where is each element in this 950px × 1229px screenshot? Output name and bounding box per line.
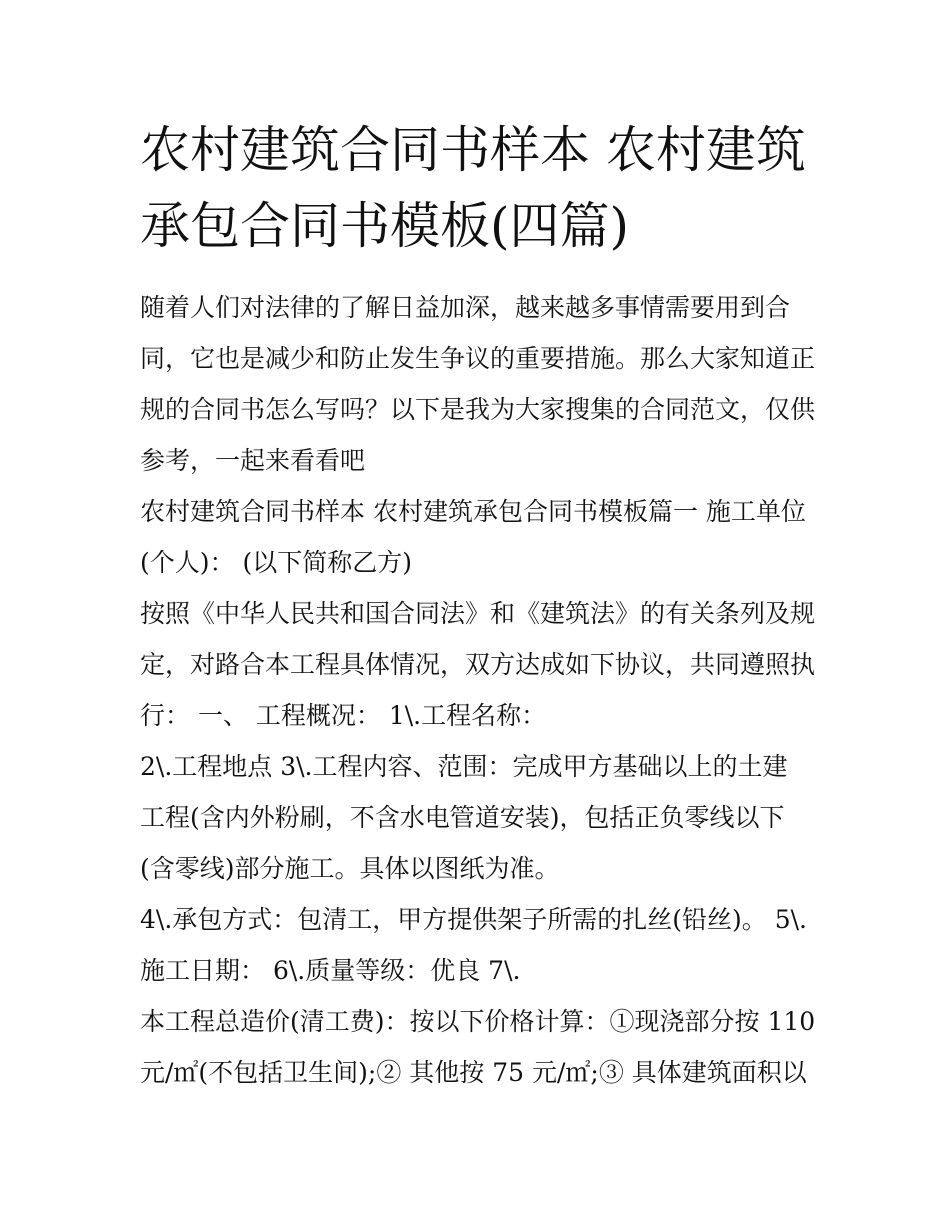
- text-line: 元/㎡(不包括卫生间);② 其他按 75 元/㎡;③ 具体建筑面积以: [140, 1058, 807, 1087]
- text-line: (含零线)部分施工。具体以图纸为准。: [140, 854, 560, 883]
- text-line: 行： 一、 工程概况： 1\.工程名称：: [140, 701, 547, 730]
- intro-paragraph: [140, 282, 820, 486]
- text-line: 本工程总造价(清工费)：按以下价格计算：①现浇部分按 110: [140, 1007, 816, 1036]
- text-line: 农村建筑合同书样本 农村建筑承包合同书模板篇一 施工单位: [140, 497, 806, 526]
- text-line: 施工日期： 6\.质量等级：优良 7\.: [140, 956, 521, 985]
- text-line: 定，对路合本工程具体情况，双方达成如下协议，共同遵照执: [140, 650, 816, 679]
- pricing-paragraph: [140, 996, 820, 1098]
- text-line: 参考，一起来看看吧: [140, 446, 366, 475]
- text-line: 4\.承包方式：包清工，甲方提供架子所需的扎丝(铅丝)。 5\.: [140, 905, 808, 934]
- contract-mode-paragraph: [140, 894, 820, 996]
- text-line: 按照《中华人民共和国合同法》和《建筑法》的有关条列及规: [140, 599, 816, 628]
- title-line: 农村建筑合同书样本 农村建筑: [140, 121, 806, 179]
- document-title: [140, 112, 820, 264]
- title-line: 承包合同书模板(四篇): [140, 197, 630, 255]
- text-line: (个人)： (以下简称乙方): [140, 548, 412, 577]
- text-line: 2\.工程地点 3\.工程内容、范围：完成甲方基础以上的土建: [140, 752, 788, 781]
- text-line: 同，它也是减少和防止发生争议的重要措施。那么大家知道正: [140, 344, 816, 373]
- legal-basis-paragraph: [140, 588, 820, 741]
- text-line: 随着人们对法律的了解日益加深，越来越多事情需要用到合: [140, 293, 791, 322]
- contract-heading-paragraph: [140, 486, 820, 588]
- text-line: 规的合同书怎么写吗？以下是我为大家搜集的合同范文，仅供: [140, 395, 816, 424]
- text-line: 工程(含内外粉刷，不含水电管道安装)，包括正负零线以下: [140, 803, 785, 832]
- document-page: [140, 112, 820, 1098]
- project-scope-paragraph: [140, 741, 820, 894]
